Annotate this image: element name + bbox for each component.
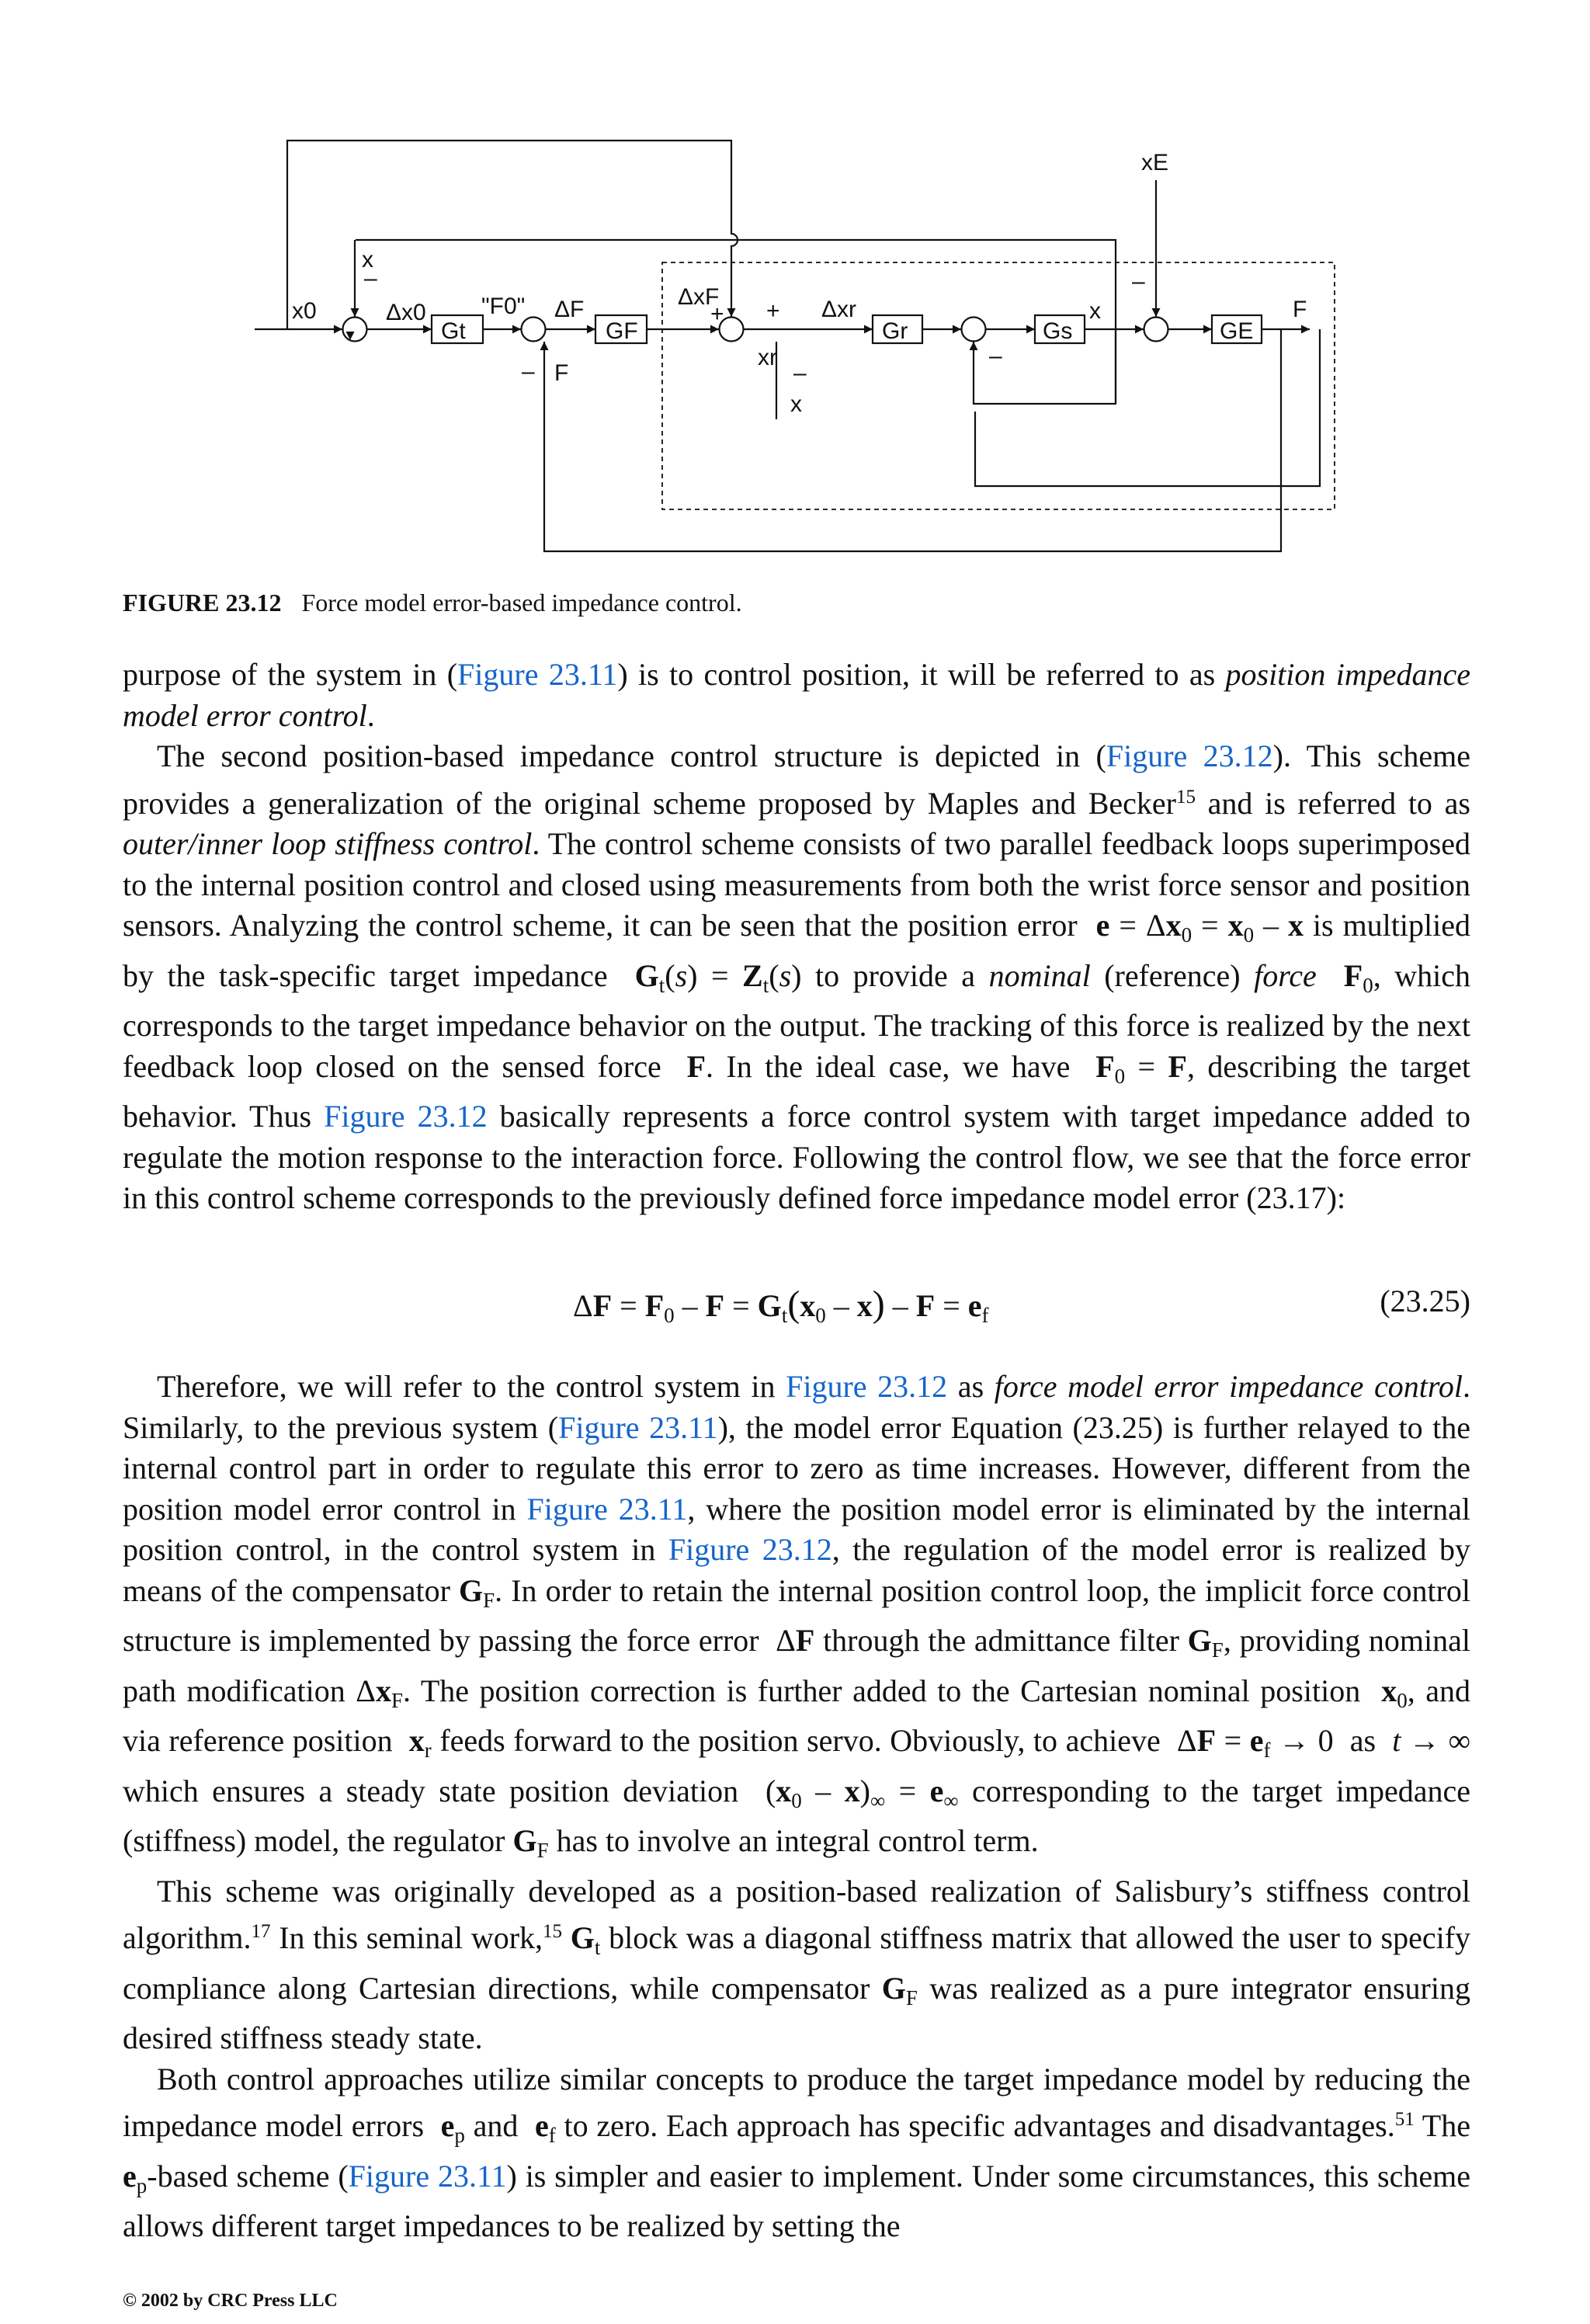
label-minus-xe: – <box>1132 269 1145 294</box>
body-text-2: Therefore, we will refer to the control system in Figure 23.12 as force model error impedance control. Similarly, to the previous system (Figure 23.11), the model error Equation (23.25) is further relayed to the internal control part in order to regulate this error to zero as time increases. However, different from the position model error control in Figure 23.11, where the position model error is eliminated by the internal position control, in the control system in Figure 23.12, the regulation of the model error is realized by means of the compensator $G_F$. In order to retain the internal position control loop, the implicit force control structure is implemented by passing the force error ΔF through the admittance filter $G_F$, providing nominal path modification $\Delta x_F$. The position correction is further added to the Cartesian nominal position $x_0$, and via reference position $x_r$ feeds forward to the position servo. Obviously, to achieve $\Delta F = e_f \to 0$ as t → ∞ which ensures a steady state position deviation $(x_0 - x)_\infty = e_\infty$ corresponding to the target impedance (stiffness) model, the regulator $G_F$ has to involve an integral control term. This scheme was originally developed as a position-based realization of Salisbury’s stiffness control algorithm.$^{17}$ In this seminal work,$^{15}$ $G_t$ block was a diagonal stiffness matrix that allowed the user to specify compliance along Cartesian directions, while compensator $G_F$ was realized as a pure integrator ensuring desired stiffness steady state. Both control approaches utilize similar concepts to produce the target impedance model by reducing the impedance model errors $e_p$ and $e_f$ to zero. Each approach has specific advantages and disadvantages.$^{51}$ The $e_p$-based scheme (Figure 23.11) is simpler and easier to implement. Under some circumstances, this scheme allows different target impedances to be realized by setting the <box>123 1369 1471 2243</box>
label-minus-f: – <box>522 359 535 384</box>
link-figure[interactable]: Figure 23.12 <box>1106 738 1273 773</box>
label-minus-gs: – <box>989 343 1002 369</box>
equation-number: (23.25) <box>1380 1284 1470 1318</box>
label-minus-top: – <box>364 266 377 291</box>
label-dxr: Δxr <box>821 297 857 322</box>
label-x0: x0 <box>292 298 317 324</box>
block-ge-label: GE <box>1220 318 1254 344</box>
label-dx0: Δx0 <box>386 300 426 325</box>
caption-label: FIGURE 23.12 <box>123 589 282 617</box>
label-x-top: x <box>362 247 373 273</box>
link-figure[interactable]: Figure 23.11 <box>348 2158 507 2194</box>
label-plus-2: + <box>766 298 780 324</box>
equation-body: $\Delta F = F_0 - F = G_t(x_0 - x) - F = e_f$ <box>573 1284 989 1327</box>
block-gs-label: Gs <box>1043 318 1073 344</box>
label-df: ΔF <box>554 297 585 322</box>
label-plus-1: + <box>710 301 724 327</box>
equation-23-25 <box>123 1283 1470 1326</box>
label-f-out: F <box>1293 297 1307 322</box>
body-text-1: purpose of the system in (Figure 23.11) is to control position, it will be referred to as position impedance model error control. The second position-based impedance control structure is depicted in (Figure 23.12). This scheme provides a generalization of the original scheme proposed by Maples and Becker$^{15}$ and is referred to as outer/inner loop stiffness control. The control scheme consists of two parallel feedback loops superimposed to the internal position control and closed using measurements from both the wrist force sensor and position sensors. Analyzing the control scheme, it can be seen that the position error $e = \Delta x_0 = x_0 - x$ is multiplied by the task-specific target impedance $G_t(s) = Z_t(s)$ to provide a nominal (reference) force $F_0$, which corresponds to the target impedance behavior on the output. The tracking of this force is realized by the next feedback loop closed on the sensed force F. In the ideal case, we have $F_0 = F$, describing the target behavior. Thus Figure 23.12 basically represents a force control system with target impedance added to regulate the motion response to the interaction force. Following the control flow, we see that the force error in this control scheme corresponds to the previously defined force impedance model error (23.17): <box>123 657 1471 1215</box>
caption-text: Force model error-based impedance control. <box>301 589 742 617</box>
label-f-feedback: F <box>554 360 569 386</box>
link-figure[interactable]: Figure 23.12 <box>668 1532 832 1567</box>
copyright-footer: © 2002 by CRC Press LLC <box>123 2291 338 2311</box>
label-f0: "F0" <box>481 294 526 319</box>
diagram-wiring <box>0 0 1590 567</box>
block-gt-label: Gt <box>441 318 466 344</box>
figure-caption <box>123 589 742 617</box>
block-gf-label: GF <box>606 318 638 344</box>
label-minus-xr: – <box>793 360 807 386</box>
link-figure[interactable]: Figure 23.11 <box>457 657 618 692</box>
label-xe: xE <box>1141 150 1169 175</box>
label-x-out: x <box>1089 298 1101 324</box>
link-figure[interactable]: Figure 23.11 <box>558 1409 718 1445</box>
link-figure[interactable]: Figure 23.12 <box>786 1369 948 1404</box>
block-gr-label: Gr <box>882 318 908 344</box>
label-dxf: ΔxF <box>678 284 720 310</box>
label-xr: xr <box>758 345 777 370</box>
link-figure[interactable]: Figure 23.11 <box>526 1491 688 1527</box>
label-x-feedback: x <box>790 391 802 417</box>
link-figure[interactable]: Figure 23.12 <box>324 1099 488 1134</box>
